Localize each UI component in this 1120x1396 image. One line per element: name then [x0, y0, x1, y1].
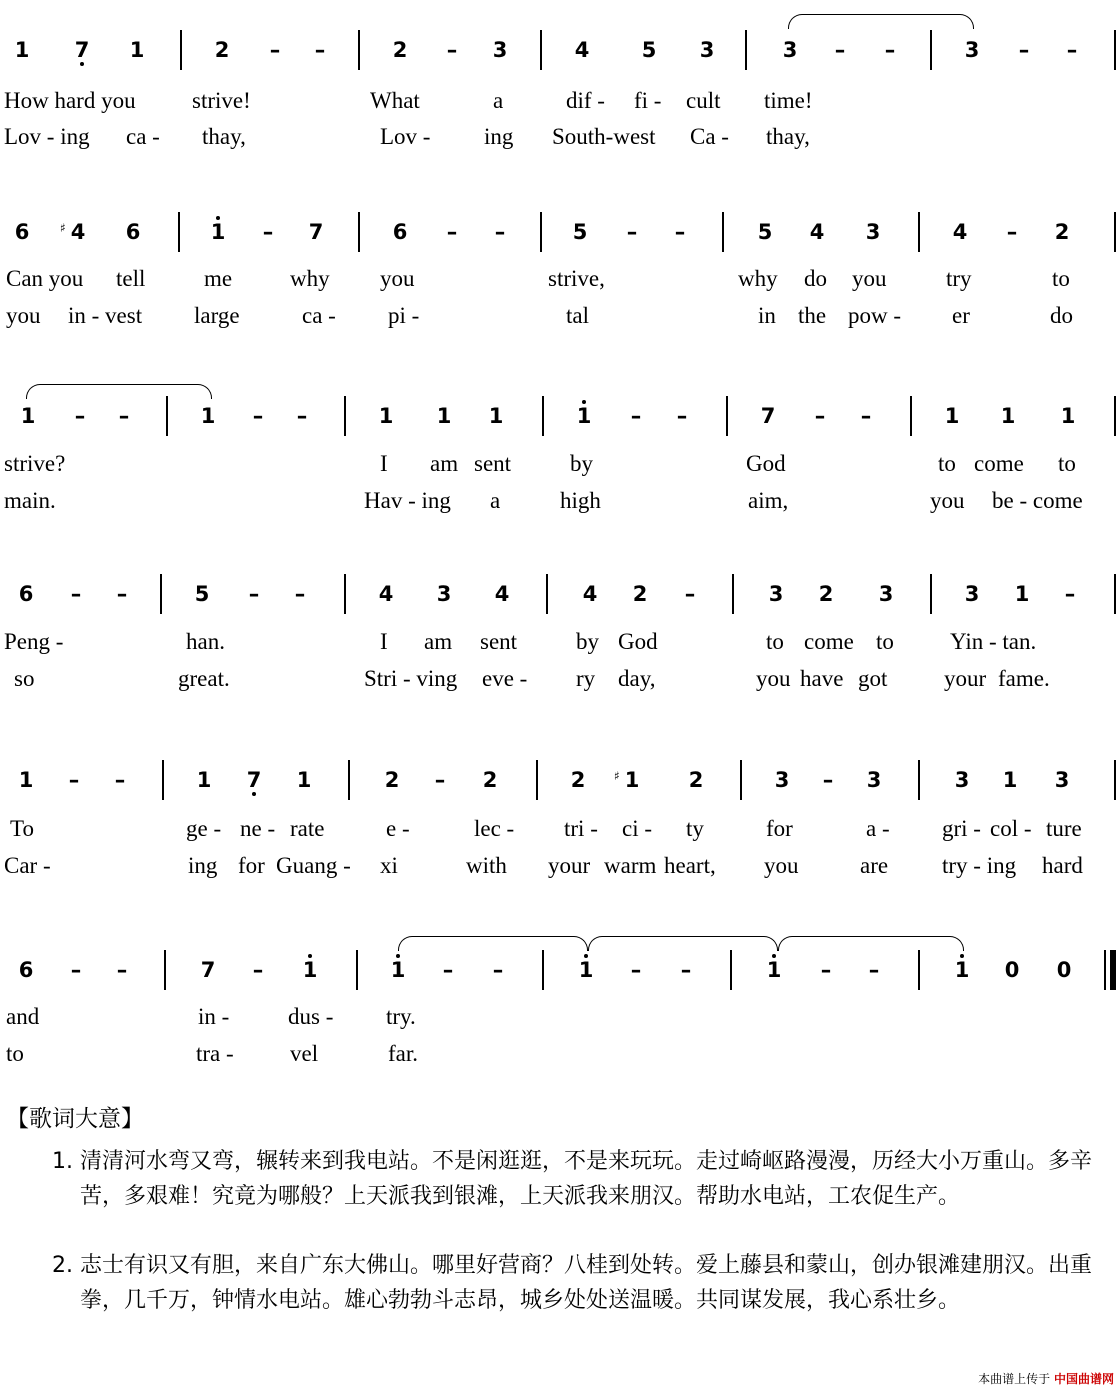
note: ♯ 4 [60, 220, 86, 244]
lyric-word: warm [604, 853, 657, 878]
note: 1 [758, 958, 790, 982]
lyric-word: What [370, 88, 420, 113]
lyric-word: ry [576, 666, 596, 691]
note: – [626, 220, 638, 244]
barline [930, 30, 932, 70]
lyric-word: tra - [196, 1041, 234, 1066]
note: 0 [1004, 958, 1020, 982]
lyric-word: rate [290, 816, 325, 841]
barline [162, 760, 164, 800]
note: 3 [1054, 768, 1070, 792]
note: 1 [200, 404, 216, 428]
lyric-word: high [560, 488, 601, 513]
lyric-word: large [194, 303, 240, 328]
note: – [1066, 38, 1078, 62]
barline [178, 212, 180, 252]
barline [1114, 760, 1116, 800]
lyric-word: pi - [388, 303, 420, 328]
lyrics-verse-2 [0, 853, 1120, 883]
lyric-word: in [758, 303, 776, 328]
lyric-word: by [576, 629, 599, 654]
note: – [269, 38, 281, 62]
lyric-word: col - [990, 816, 1032, 841]
barline [344, 396, 346, 436]
barline [344, 574, 346, 614]
note: 5 [194, 582, 210, 606]
tie-arc [588, 936, 778, 951]
lyric-word: tri - [564, 816, 598, 841]
note: – [114, 768, 126, 792]
score-system-2 [0, 212, 1120, 362]
note: – [674, 220, 686, 244]
lyric-word: to [1058, 451, 1076, 476]
note: 3 [774, 768, 790, 792]
note: – [884, 38, 896, 62]
lyric-word: hard [1042, 853, 1083, 878]
lyric-word: Hav - ing [364, 488, 451, 513]
note: 7 [760, 404, 776, 428]
notes-row [0, 212, 1120, 252]
lyric-word: ing [484, 124, 514, 149]
lyric-word: ty [686, 816, 704, 841]
lyric-word: try [946, 266, 972, 291]
barline [1114, 396, 1116, 436]
barline [918, 760, 920, 800]
lyric-word: vel [290, 1041, 319, 1066]
lyric-word: so [14, 666, 35, 691]
lyric-word: am [424, 629, 453, 654]
note: – [116, 958, 128, 982]
lyric-word: gri - [942, 816, 981, 841]
note: 3 [954, 768, 970, 792]
note: 1 [436, 404, 452, 428]
note: 1 [382, 958, 414, 982]
note: 1 [18, 768, 34, 792]
barline [536, 760, 538, 800]
lyric-word: strive? [4, 451, 66, 476]
note: 1 [14, 38, 30, 62]
lyric-word: your [548, 853, 591, 878]
barline [726, 396, 728, 436]
note: – [814, 404, 826, 428]
note: – [860, 404, 872, 428]
note: 2 [570, 768, 586, 792]
lyric-word: a [490, 488, 501, 513]
paragraph-text: 清清河水弯又弯，辗转来到我电站。不是闲逛逛，不是来玩玩。走过崎岖路漫漫，历经大小万重山。多辛苦，多艰难！究竟为哪般？上天派我到银滩，上天派我来朋汉。帮助水电站，工农促生产。 [80, 1149, 1093, 1209]
lyric-word: ci - [622, 816, 653, 841]
lyric-word: heart, [664, 853, 716, 878]
note: 1 [944, 404, 960, 428]
note: – [820, 958, 832, 982]
barline [540, 212, 542, 252]
lyric-word: dif - [566, 88, 605, 113]
lyric-word: strive, [548, 266, 605, 291]
lyrics-verse-1 [0, 266, 1120, 296]
note: 7 [66, 38, 98, 62]
note: 1 [946, 958, 978, 982]
notes-row [0, 396, 1120, 436]
lyric-word: God [746, 451, 786, 476]
note: – [492, 958, 504, 982]
lyric-word: you [756, 666, 791, 691]
note: – [434, 768, 446, 792]
barline [164, 950, 166, 990]
lyric-word: for [238, 853, 265, 878]
note: – [684, 582, 696, 606]
score-system-3 [0, 396, 1120, 546]
tie-arc [788, 14, 974, 29]
lyric-word: you [764, 853, 799, 878]
lyric-word: pow - [848, 303, 902, 328]
final-barline [1110, 950, 1116, 990]
paragraph-text: 志士有识又有胆，来自广东大佛山。哪里好营商？八桂到处转。爱上藤县和蒙山，创办银滩建朋汉。出重拳，几千万，钟情水电站。雄心勃勃斗志昂，城乡处处送温暖。共同谋发展，我心系壮乡。 [80, 1253, 1093, 1313]
note: – [314, 38, 326, 62]
note: 7 [308, 220, 324, 244]
note: 6 [18, 958, 34, 982]
note: 1 [1000, 404, 1016, 428]
lyric-word: by [570, 451, 593, 476]
lyric-word: you [6, 303, 41, 328]
lyric-word: fame. [998, 666, 1050, 691]
note: 6 [125, 220, 141, 244]
barline [918, 950, 920, 990]
score-system-6 [0, 950, 1120, 1100]
lyric-word: a [493, 88, 504, 113]
lyric-word: How hard you [4, 88, 136, 113]
barline [918, 212, 920, 252]
lyric-word: be - come [992, 488, 1083, 513]
note: – [70, 958, 82, 982]
note: 6 [392, 220, 408, 244]
note: – [676, 404, 688, 428]
note: – [446, 220, 458, 244]
score-system-1 [0, 30, 1120, 180]
lyric-word: tell [116, 266, 146, 291]
note: 3 [699, 38, 715, 62]
lyric-word: ca - [302, 303, 336, 328]
lyric-word: strive! [192, 88, 251, 113]
lyric-word: fi - [634, 88, 662, 113]
note: – [1064, 582, 1076, 606]
notes-row [0, 30, 1120, 70]
paragraph-number: 2. [52, 1253, 73, 1278]
note: – [252, 404, 264, 428]
lyric-word: do [804, 266, 827, 291]
note: – [116, 582, 128, 606]
lyric-word: are [860, 853, 889, 878]
note: 4 [494, 582, 510, 606]
barline [160, 574, 162, 614]
note: 2 [214, 38, 230, 62]
note: 3 [492, 38, 508, 62]
lyrics-verse-1 [0, 816, 1120, 846]
note: 2 [818, 582, 834, 606]
lyric-word: am [430, 451, 459, 476]
lyric-word: I [380, 629, 388, 654]
lyric-word: do [1050, 303, 1073, 328]
lyric-word: Yin - tan. [950, 629, 1037, 654]
note: 2 [688, 768, 704, 792]
lyric-word: sent [480, 629, 518, 654]
note: 2 [392, 38, 408, 62]
note: 2 [384, 768, 400, 792]
note: – [296, 404, 308, 428]
lyric-word: Ca - [690, 124, 729, 149]
lyric-word: you [852, 266, 887, 291]
lyric-word: I [380, 451, 388, 476]
note: – [262, 220, 274, 244]
note: 5 [572, 220, 588, 244]
lyric-word: me [204, 266, 233, 291]
barline [1114, 30, 1116, 70]
note: 4 [809, 220, 825, 244]
lyric-word: main. [4, 488, 56, 513]
lyric-word: han. [186, 629, 225, 654]
note: 3 [866, 768, 882, 792]
lyric-word: far. [388, 1041, 419, 1066]
note: – [442, 958, 454, 982]
notes-row [0, 574, 1120, 614]
note: 2 [632, 582, 648, 606]
note: 3 [782, 38, 798, 62]
lyric-word: ne - [240, 816, 276, 841]
note: – [822, 768, 834, 792]
note: 1 [294, 958, 326, 982]
notes-row [0, 760, 1120, 800]
note: 4 [574, 38, 590, 62]
lyric-word: to [876, 629, 894, 654]
barline [1114, 212, 1116, 252]
lyric-word: Can you [6, 266, 84, 291]
note: – [1006, 220, 1018, 244]
barline [542, 396, 544, 436]
barline [1114, 574, 1116, 614]
note: 5 [641, 38, 657, 62]
note: – [630, 404, 642, 428]
barline [910, 396, 912, 436]
note: – [680, 958, 692, 982]
lyric-word: great. [178, 666, 230, 691]
note: 1 [129, 38, 145, 62]
note: – [1018, 38, 1030, 62]
lyric-word: with [466, 853, 507, 878]
lyrics-verse-2 [0, 666, 1120, 696]
lyrics-verse-1 [0, 451, 1120, 481]
note: 7 [238, 768, 270, 792]
lyrics-verse-1 [0, 88, 1120, 118]
lyric-word: ing [188, 853, 218, 878]
lyric-word: Car - [4, 853, 51, 878]
lyric-word: you [380, 266, 415, 291]
lyric-word: time! [764, 88, 813, 113]
lyric-word: thay, [766, 124, 810, 149]
meaning-title: 【歌词大意】 [6, 1106, 144, 1132]
lyric-word: day, [618, 666, 656, 691]
score-system-5 [0, 760, 1120, 910]
lyric-word: tal [566, 303, 589, 328]
lyrics-verse-1 [0, 629, 1120, 659]
meaning-paragraph-2 [52, 1248, 1107, 1318]
lyric-word: why [738, 266, 778, 291]
note: 1 [570, 958, 602, 982]
barline [730, 950, 732, 990]
lyric-word: e - [386, 816, 410, 841]
note: – [118, 404, 130, 428]
lyric-word: have [800, 666, 844, 691]
note: 0 [1056, 958, 1072, 982]
note: – [494, 220, 506, 244]
note: 1 [568, 404, 600, 428]
note: – [868, 958, 880, 982]
lyric-word: Stri - ving [364, 666, 458, 691]
lyric-word: aim, [748, 488, 789, 513]
note: – [68, 768, 80, 792]
notes-row [0, 950, 1120, 990]
lyrics-verse-2 [0, 303, 1120, 333]
footer-credit [978, 1370, 1114, 1387]
note: – [252, 958, 264, 982]
note: 2 [482, 768, 498, 792]
note: – [446, 38, 458, 62]
lyrics-verse-1 [0, 1004, 1120, 1034]
lyric-word: the [798, 303, 827, 328]
note: 1 [488, 404, 504, 428]
barline [1104, 950, 1106, 990]
lyric-word: cult [686, 88, 721, 113]
note: 1 [296, 768, 312, 792]
note: 4 [378, 582, 394, 606]
note: 1 [20, 404, 36, 428]
lyric-word: Lov - ing [4, 124, 90, 149]
barline [356, 950, 358, 990]
note: – [248, 582, 260, 606]
note: 1 [378, 404, 394, 428]
meaning-paragraph-1 [52, 1144, 1107, 1214]
lyric-word: for [766, 816, 793, 841]
note: 7 [200, 958, 216, 982]
lyric-word: to [1052, 266, 1070, 291]
lyric-word: come [804, 629, 854, 654]
barline [166, 396, 168, 436]
note: 1 [196, 768, 212, 792]
lyric-word: and [6, 1004, 40, 1029]
footer-text: 本曲谱上传于 [978, 1372, 1051, 1386]
lyric-word: To [10, 816, 34, 841]
barline [930, 574, 932, 614]
tie-arc [778, 936, 964, 951]
lyrics-verse-2 [0, 1041, 1120, 1071]
barline [722, 212, 724, 252]
note: – [294, 582, 306, 606]
score-system-4 [0, 574, 1120, 724]
lyric-word: to [766, 629, 784, 654]
barline [546, 574, 548, 614]
lyric-word: Lov - [380, 124, 431, 149]
note: – [70, 582, 82, 606]
note: 3 [436, 582, 452, 606]
note: 2 [1054, 220, 1070, 244]
lyric-word: Peng - [4, 629, 64, 654]
lyric-word: lec - [474, 816, 515, 841]
note: 4 [952, 220, 968, 244]
lyric-word: Guang - [276, 853, 351, 878]
note: 6 [18, 582, 34, 606]
note: 4 [582, 582, 598, 606]
lyric-word: ca - [126, 124, 160, 149]
lyric-word: xi [380, 853, 398, 878]
note: 1 [202, 220, 234, 244]
note: 1 [1060, 404, 1076, 428]
barline [348, 760, 350, 800]
note: 5 [757, 220, 773, 244]
lyric-word: why [290, 266, 330, 291]
note: 3 [878, 582, 894, 606]
note: 3 [768, 582, 784, 606]
barline [540, 30, 542, 70]
barline [180, 30, 182, 70]
lyrics-verse-2 [0, 488, 1120, 518]
lyric-word: ge - [186, 816, 222, 841]
lyrics-verse-2 [0, 124, 1120, 154]
note: 1 [1014, 582, 1030, 606]
note: ♯ 1 [614, 768, 640, 792]
lyric-word: God [618, 629, 658, 654]
lyric-word: you [930, 488, 965, 513]
site-logo[interactable]: 中国曲谱网 [1053, 1372, 1114, 1386]
lyric-word: in - vest [68, 303, 143, 328]
barline [358, 212, 360, 252]
barline [745, 30, 747, 70]
lyric-word: a - [866, 816, 890, 841]
note: – [834, 38, 846, 62]
note: 3 [964, 38, 980, 62]
note: 6 [14, 220, 30, 244]
lyric-word: thay, [202, 124, 246, 149]
note: 3 [964, 582, 980, 606]
note: – [74, 404, 86, 428]
lyric-word: come [974, 451, 1024, 476]
lyric-word: er [952, 303, 970, 328]
lyric-word: try - ing [942, 853, 1017, 878]
note: – [630, 958, 642, 982]
lyric-word: try. [386, 1004, 416, 1029]
barline [732, 574, 734, 614]
barline [542, 950, 544, 990]
lyric-word: in - [198, 1004, 230, 1029]
note: 3 [865, 220, 881, 244]
barline [740, 760, 742, 800]
lyric-word: dus - [288, 1004, 334, 1029]
barline [358, 30, 360, 70]
lyric-word: sent [474, 451, 512, 476]
lyric-word: ture [1046, 816, 1082, 841]
lyric-word: to [938, 451, 956, 476]
lyric-word: to [6, 1041, 24, 1066]
note: 1 [1002, 768, 1018, 792]
paragraph-number: 1. [52, 1149, 73, 1174]
tie-arc [26, 384, 212, 399]
lyric-word: your [944, 666, 987, 691]
lyric-word: South-west [552, 124, 656, 149]
lyric-word: got [858, 666, 888, 691]
tie-arc [398, 936, 588, 951]
lyric-word: eve - [482, 666, 528, 691]
